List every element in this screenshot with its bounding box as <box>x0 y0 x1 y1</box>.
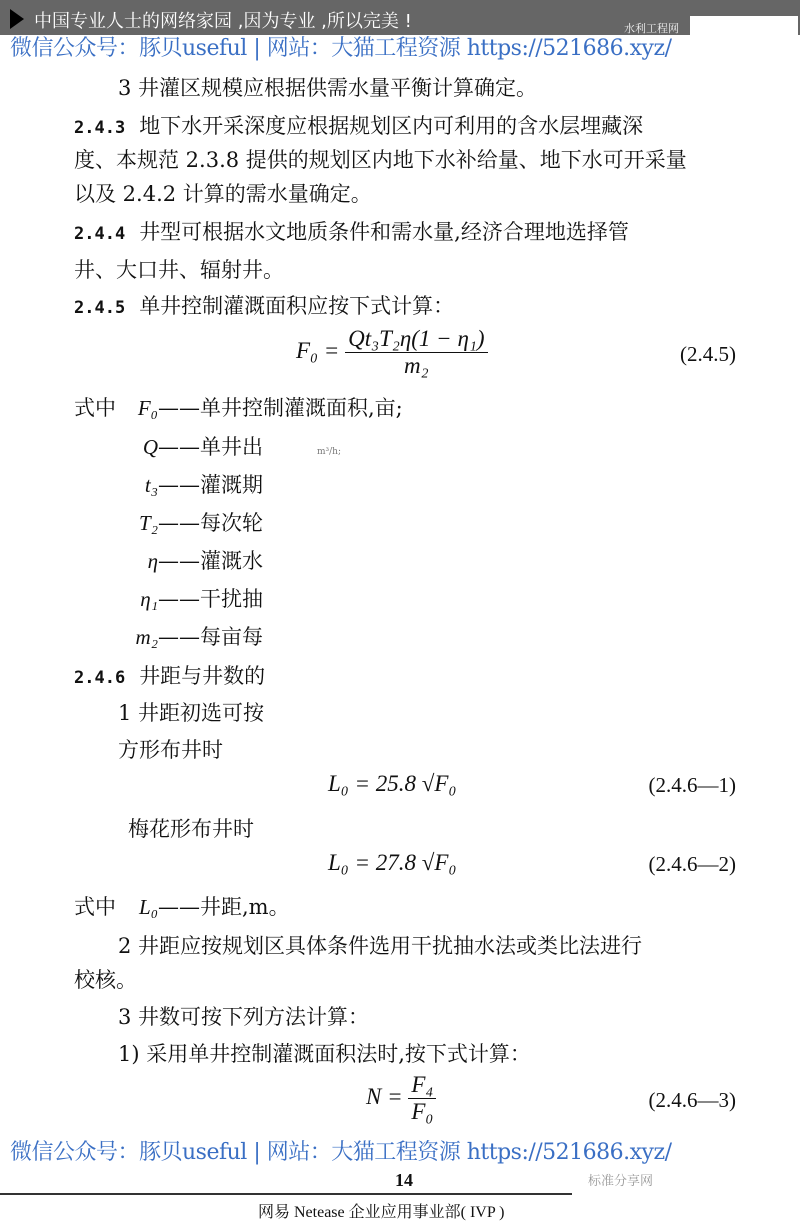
top-banner <box>0 0 800 35</box>
def-0 <box>126 392 403 422</box>
def-text: ——单井出 <box>158 435 263 459</box>
numerator: Qt₃T₂η(1 − η₁) <box>345 326 487 353</box>
def-text: ——单井控制灌溉面积,亩; <box>158 396 403 420</box>
text: 井型可根据水文地质条件和需水量,经济合理地选择管 <box>139 220 629 244</box>
symbol: η <box>147 549 158 573</box>
watermark-bottom: 微信公众号：豚贝useful | 网站：大猫工程资源 https://521686.xyz/ <box>10 1140 672 1165</box>
banner-text: 中国专业人士的网络家园 ,因为专业 ,所以完美 ! <box>34 11 412 32</box>
text-line: 以及 2.4.2 计算的需水量确定。 <box>74 182 372 206</box>
text: 单井控制灌溉面积应按下式计算： <box>139 294 455 318</box>
def-3 <box>126 507 263 537</box>
formula-label: (2.4.6—1) <box>648 773 736 797</box>
section-2-4-5 <box>74 290 454 320</box>
section-num: 2.4.6 <box>74 668 126 688</box>
def-L0 <box>126 891 290 921</box>
std-site: 标准分享网 <box>588 1174 654 1189</box>
lhs: F₀ = <box>296 337 340 363</box>
formula-2-4-6-2: L₀ = 27.8 √F₀ <box>328 850 457 875</box>
def-text: ——每次轮 <box>158 511 263 535</box>
footer: 网易 Netease 企业应用事业部( IVP ) <box>258 1204 505 1221</box>
def-5 <box>126 583 263 613</box>
page-number: 14 <box>395 1170 413 1190</box>
section-num: 2.4.4 <box>74 224 126 244</box>
unit: m³/h; <box>317 447 342 457</box>
formula-2-4-6-3 <box>366 1072 436 1125</box>
symbol: m₂ <box>135 625 158 649</box>
para-3-1: 1) 采用单井控制灌溉面积法时,按下式计算： <box>118 1042 531 1066</box>
numerator: F₄ <box>408 1072 436 1099</box>
footer-rule <box>0 1193 572 1195</box>
square-label: 方形布井时 <box>118 738 223 762</box>
banner-site: 水利工程网 <box>624 22 679 35</box>
para-3: 3 井灌区规模应根据供需水量平衡计算确定。 <box>118 76 538 100</box>
formula-label: (2.4.5) <box>680 342 736 366</box>
formula-label: (2.4.6—3) <box>648 1088 736 1112</box>
text-line: 井、大口井、辐射井。 <box>74 258 284 282</box>
def-text: ——每亩每 <box>158 625 263 649</box>
denominator: F₀ <box>411 1099 434 1124</box>
section-2-4-6 <box>74 660 265 690</box>
para-2: 2 井距应按规划区具体条件选用干扰抽水法或类比法进行 <box>118 934 643 958</box>
def-6 <box>126 621 263 651</box>
lhs: N = <box>366 1083 403 1109</box>
text: 井距与井数的 <box>139 664 266 688</box>
section-num: 2.4.5 <box>74 298 126 318</box>
section-2-4-3 <box>74 110 643 140</box>
def-2 <box>126 469 263 499</box>
formula-label: (2.4.6—2) <box>648 852 736 876</box>
def-4 <box>126 545 263 575</box>
formula-2-4-6-1: L₀ = 25.8 √F₀ <box>328 771 457 796</box>
formula-2-4-5 <box>296 326 488 379</box>
text-line: 度、本规范 2.3.8 提供的规划区内地下水补给量、地下水可开采量 <box>74 148 687 172</box>
def-text: ——干扰抽 <box>158 587 263 611</box>
symbol: T₂ <box>139 511 158 535</box>
symbol: η₁ <box>140 587 158 611</box>
symbol: t₃ <box>144 473 158 497</box>
play-icon <box>10 9 24 29</box>
symbol: Q <box>142 435 158 459</box>
section-2-4-4 <box>74 216 629 246</box>
symbol: F₀ <box>137 396 158 420</box>
def-1 <box>126 431 341 461</box>
para-3b: 3 井数可按下列方法计算： <box>118 1005 370 1029</box>
text-line: 校核。 <box>74 968 137 992</box>
where-label: 式中 <box>74 396 116 420</box>
watermark-top: 微信公众号：豚贝useful | 网站：大猫工程资源 https://521686.xyz/ <box>10 36 672 61</box>
para-1: 1 井距初选可按 <box>118 701 265 725</box>
plum-label: 梅花形布井时 <box>128 817 254 841</box>
def-text: ——井距,m。 <box>158 895 290 919</box>
symbol: L₀ <box>139 895 158 919</box>
def-text: ——灌溉期 <box>158 473 263 497</box>
denominator: m₂ <box>404 353 429 378</box>
banner-blank <box>690 16 798 35</box>
def-text: ——灌溉水 <box>158 549 263 573</box>
where-label: 式中 <box>74 895 116 919</box>
section-num: 2.4.3 <box>74 118 126 138</box>
text: 地下水开采深度应根据规划区内可利用的含水层埋藏深 <box>139 114 644 138</box>
